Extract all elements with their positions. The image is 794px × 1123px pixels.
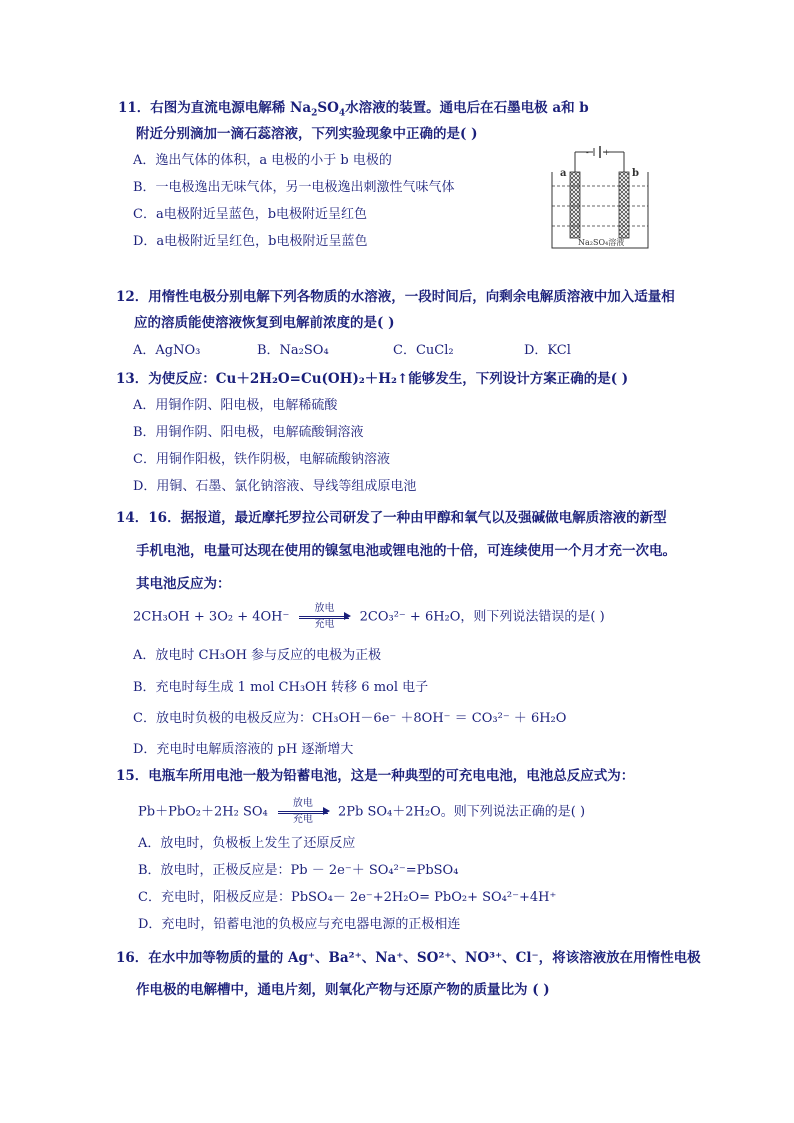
q14-arrow-bottom-label: 充电 xyxy=(314,619,335,630)
q15-option-d: D．充电时，铅蓄电池的负极应与充电器电源的正极相连 xyxy=(138,917,461,932)
q15-equation-left: Pb＋PbO₂＋2H₂ SO₄ xyxy=(138,804,268,820)
q11-stem-line1: 11．右图为直流电源电解稀 $Na_2SO_4$水溶液的装置。通电后在石墨电极 a和 b xyxy=(118,100,589,119)
q11-option-b: B．一电极逸出无味气体，另一电极逸出刺激性气味气体 xyxy=(133,180,455,195)
q15-equation-right: 2Pb SO₄＋2H₂O。则下列说法正确的是( ) xyxy=(338,804,586,820)
q15-option-b: B．放电时，正极反应是：Pb － 2e⁻＋ SO₄²⁻=PbSO₄ xyxy=(138,863,459,878)
q13-stem: 13．为使反应：Cu＋2H₂O=Cu(OH)₂＋H₂↑能够发生，下列设计方案正确的是( ) xyxy=(116,371,629,387)
q11-stem-line2: 附近分别滴加一滴石蕊溶液，下列实验现象中正确的是( ) xyxy=(136,126,478,142)
q15-stem: 15．电瓶车所用电池一般为铅蓄电池，这是一种典型的可充电电池，电池总反应式为： xyxy=(116,768,635,784)
electrode-a xyxy=(570,172,580,238)
electrode-b xyxy=(619,172,629,238)
q14-stem-line2: 手机电池，电量可达现在使用的镍氢电池或锂电池的十倍，可连续使用一个月才充一次电。 xyxy=(136,543,676,559)
q14-stem-line1: 14．16．据报道，最近摩托罗拉公司研发了一种由甲醇和氧气以及强碱做电解质溶液的新型 xyxy=(116,510,667,526)
q15-arrow-bottom-label: 充电 xyxy=(292,814,313,825)
battery-minus-label: - xyxy=(586,148,589,157)
q12-option-d: D．KCl xyxy=(524,343,571,358)
electrode-a-label: a xyxy=(560,168,567,179)
q15-option-a: A．放电时，负极板上发生了还原反应 xyxy=(138,836,356,851)
reversible-arrow xyxy=(278,799,328,825)
reversible-arrow xyxy=(299,604,349,630)
q14-option-c: C．放电时负极的电极反应为：CH₃OH－6e⁻ ＋8OH⁻ ＝ CO₃²⁻ ＋ 6H₂O xyxy=(133,711,567,726)
q15-option-c: C．充电时，阳极反应是：PbSO₄－ 2e⁻+2H₂O= PbO₂+ SO₄²⁻+4H⁺ xyxy=(138,890,557,905)
q14-equation xyxy=(133,604,605,630)
q15-equation xyxy=(138,799,585,825)
electrode-b-label: b xyxy=(632,168,639,179)
q14-stem-line3: 其电池反应为： xyxy=(136,576,231,592)
q15-arrow-top-label: 放电 xyxy=(292,798,313,809)
q16-stem-line1: 16．在水中加等物质的量的 Ag⁺、Ba²⁺、Na⁺、SO²⁺、NO³⁺、Cl⁻，将该溶液放在用惰性电极 xyxy=(116,950,701,966)
q14-option-a: A．放电时 CH₃OH 参与反应的电极为正极 xyxy=(133,648,382,663)
q12-stem-line1: 12．用惰性电极分别电解下列各物质的水溶液，一段时间后，向剩余电解质溶液中加入适量相 xyxy=(116,289,675,305)
q14-arrow-top-label: 放电 xyxy=(314,603,335,614)
q12-option-b: B．Na₂SO₄ xyxy=(257,343,329,358)
solution-label: Na₂SO₄溶液 xyxy=(578,238,625,247)
q13-option-d: D．用铜、石墨、氯化钠溶液、导线等组成原电池 xyxy=(133,479,417,494)
q12-option-c: C．CuCl₂ xyxy=(393,343,454,358)
q13-option-a: A．用铜作阴、阳电极，电解稀硫酸 xyxy=(133,398,338,413)
electrolysis-apparatus-figure xyxy=(548,146,658,254)
q14-equation-right: 2CO₃²⁻ + 6H₂O，则下列说法错误的是( ) xyxy=(359,609,605,625)
q14-option-d: D．充电时电解质溶液的 pH 逐渐增大 xyxy=(133,742,354,757)
q14-option-b: B．充电时每生成 1 mol CH₃OH 转移 6 mol 电子 xyxy=(133,680,429,695)
q13-option-c: C．用铜作阳极，铁作阴极，电解硫酸钠溶液 xyxy=(133,452,390,467)
battery-plus-label: + xyxy=(603,148,610,157)
q11-option-c: C．a电极附近呈蓝色，b电极附近呈红色 xyxy=(133,207,368,222)
q12-stem-line2: 应的溶质能使溶液恢复到电解前浓度的是( ) xyxy=(134,315,395,331)
q14-equation-left: 2CH₃OH + 3O₂ + 4OH⁻ xyxy=(133,609,290,625)
q16-stem-line2: 作电极的电解槽中，通电片刻，则氧化产物与还原产物的质量比为 ( ) xyxy=(136,982,550,998)
q12-option-a: A．AgNO₃ xyxy=(133,343,201,358)
q11-option-a: A．逸出气体的体积，a 电极的小于 b 电极的 xyxy=(133,153,392,168)
q13-option-b: B．用铜作阴、阳电极，电解硫酸铜溶液 xyxy=(133,425,364,440)
q11-option-d: D．a电极附近呈红色，b电极附近呈蓝色 xyxy=(133,234,368,249)
